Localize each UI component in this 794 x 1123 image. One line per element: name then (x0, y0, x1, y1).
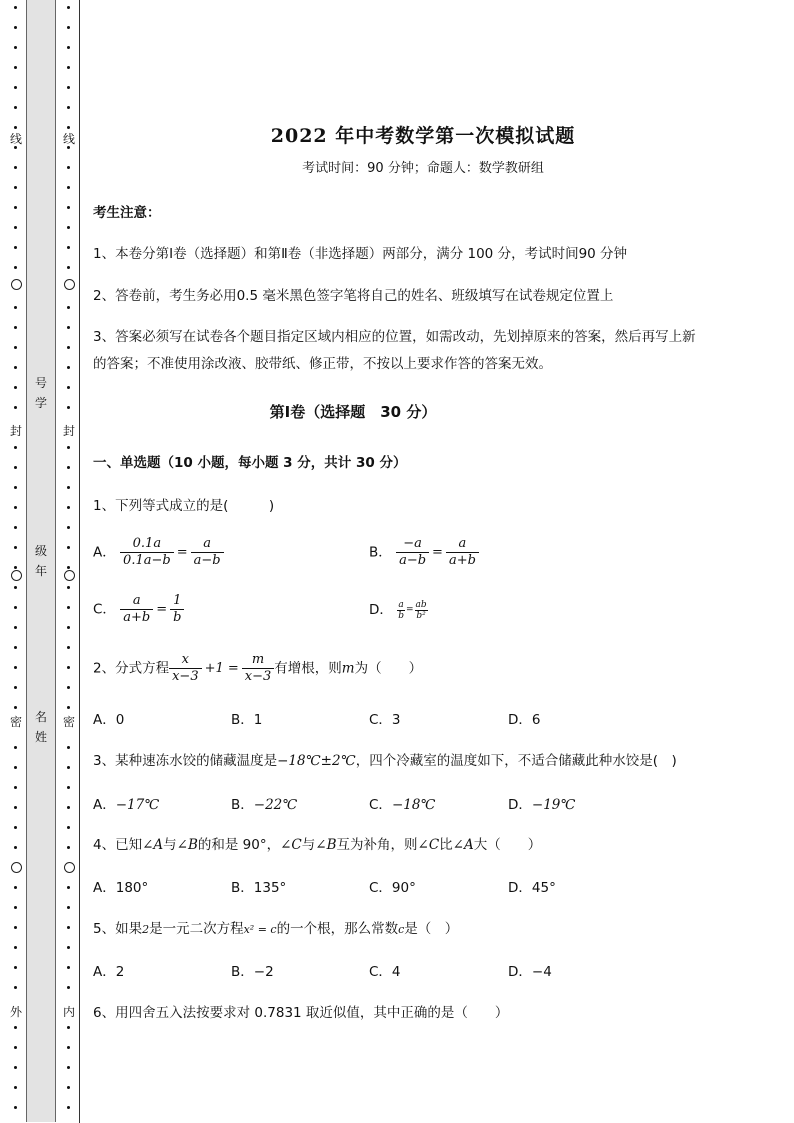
binding-dot (67, 606, 70, 609)
q4-stem-part: 比 (439, 837, 453, 853)
notice-item-3-line-2: 的答案；不准使用涂改液、胶带纸、修正带，不按以上要求作答的答案无效。 (93, 356, 552, 372)
q4-stem-part: 与 (163, 837, 177, 853)
binding-dot (14, 766, 17, 769)
binding-dot (14, 146, 17, 149)
q1-option-b[interactable] (369, 536, 479, 569)
equals-sign: = (176, 545, 188, 560)
q2-option-c[interactable]: C．3 (369, 712, 401, 728)
numerator: a (120, 593, 153, 610)
q4-option-b[interactable]: B．135° (231, 880, 287, 896)
q5-option-c[interactable]: C．4 (369, 964, 401, 980)
inner-circle-2 (64, 570, 75, 581)
binding-dot (14, 746, 17, 749)
binding-dot (67, 706, 70, 709)
outer-char-feng: 封 (9, 424, 22, 438)
numerator: 1 (170, 593, 184, 610)
denominator: a−b (193, 553, 221, 568)
binding-dot (14, 606, 17, 609)
binding-dot (67, 786, 70, 789)
q5-option-d[interactable]: D．−4 (508, 964, 552, 980)
q1-b-fraction-left (396, 536, 429, 569)
binding-dot (67, 66, 70, 69)
inner-char-feng: 封 (62, 424, 75, 438)
q3-temperature: −18℃±2℃ (277, 753, 356, 769)
numerator: m (242, 652, 275, 669)
binding-dot (14, 666, 17, 669)
binding-dot (67, 106, 70, 109)
equals-sign: = (156, 602, 168, 617)
binding-dot (14, 106, 17, 109)
binding-dot (67, 646, 70, 649)
binding-dot (67, 986, 70, 989)
binding-dot (14, 686, 17, 689)
q1-option-a-label: A． (93, 544, 116, 561)
label-ji: 级 (34, 544, 47, 558)
q2-option-d[interactable]: D．6 (508, 712, 541, 728)
q5-root: 2 (142, 923, 150, 936)
binding-dot (14, 1026, 17, 1029)
q1-option-b-label: B． (369, 544, 392, 561)
binding-dot (67, 466, 70, 469)
numerator: −a (396, 536, 429, 553)
label-ming: 名 (34, 710, 47, 724)
binding-dot (14, 1046, 17, 1049)
q1-c-fraction-left (120, 593, 153, 626)
binding-dot (67, 1026, 70, 1029)
q5-stem (93, 917, 458, 937)
q1-d-fraction-right (415, 600, 428, 621)
binding-dot (67, 1046, 70, 1049)
binding-dot (14, 886, 17, 889)
denominator: 0.1a−b (123, 553, 171, 568)
q2-option-b[interactable]: B．1 (231, 712, 263, 728)
q4-stem-part: 与 (301, 837, 316, 853)
outer-char-mi: 密 (9, 715, 22, 729)
binding-dot (14, 706, 17, 709)
binding-dot (67, 266, 70, 269)
binding-dot (67, 346, 70, 349)
angle-c: ∠C (280, 837, 302, 853)
binding-dot (67, 206, 70, 209)
binding-dot (67, 46, 70, 49)
numerator: a (398, 599, 404, 610)
numerator: a (446, 536, 479, 553)
denominator: a−b (399, 553, 427, 568)
denominator: b (173, 610, 182, 625)
q3-option-a[interactable] (93, 793, 159, 813)
binding-dot (67, 686, 70, 689)
binding-dot (14, 806, 17, 809)
plus-one-equals: +1 = (204, 661, 239, 676)
q5-option-b[interactable]: B．−2 (231, 964, 274, 980)
q2-variable: m (341, 660, 355, 677)
binding-dot (67, 1086, 70, 1089)
binding-dot (14, 406, 17, 409)
binding-dot (14, 486, 17, 489)
q2-fraction-left (169, 652, 202, 685)
inner-char-nei: 内 (62, 1005, 75, 1019)
q2-stem-part: 有增根，则 (274, 660, 342, 677)
inner-dot-column (64, 0, 74, 1123)
notice-heading: 考生注意： (93, 205, 161, 221)
option-value: −19℃ (531, 797, 576, 813)
binding-dot (14, 266, 17, 269)
binding-dot (67, 86, 70, 89)
binding-dot (14, 446, 17, 449)
denominator: a+b (448, 553, 476, 568)
binding-dot (14, 466, 17, 469)
binding-dot (14, 946, 17, 949)
q2-stem-part: 为（ ） (354, 660, 423, 677)
equals-sign: = (432, 545, 443, 560)
binding-dot (14, 506, 17, 509)
binding-dot (67, 926, 70, 929)
binding-dot (14, 186, 17, 189)
angle-b: ∠B (176, 837, 198, 853)
page-subtitle: 考试时间：90 分钟；命题人：数学教研组 (302, 161, 544, 176)
inner-char-mi: 密 (62, 715, 75, 729)
inner-circle-3 (64, 862, 75, 873)
binding-dot (14, 546, 17, 549)
notice-item-1: 1、本卷分第Ⅰ卷（选择题）和第Ⅱ卷（非选择题）两部分，满分 100 分，考试时间90 分钟 (93, 246, 628, 262)
q3-stem (93, 749, 677, 769)
inner-circle-1 (64, 279, 75, 290)
binding-dot (67, 966, 70, 969)
q4-option-c[interactable]: C．90° (369, 880, 416, 896)
numerator: a (191, 536, 224, 553)
q5-stem-part: 的一个根，那么常数 (276, 921, 399, 937)
binding-dot (14, 586, 17, 589)
binding-dot (14, 1086, 17, 1089)
binding-dot (14, 646, 17, 649)
q5-option-a[interactable]: A．2 (93, 964, 125, 980)
binding-dot (14, 786, 17, 789)
outer-dot-column (11, 0, 21, 1123)
binding-dot (67, 586, 70, 589)
q4-stem-part: 大（ ） (473, 837, 542, 853)
q1-option-a[interactable] (93, 536, 224, 569)
binding-dot (14, 986, 17, 989)
inner-char-xian: 线 (62, 132, 75, 146)
binding-dot (67, 306, 70, 309)
outer-circle-1 (11, 279, 22, 290)
binding-dot (67, 526, 70, 529)
binding-dot (14, 166, 17, 169)
binding-dot (67, 226, 70, 229)
option-label: C． (369, 797, 392, 813)
binding-dot (67, 366, 70, 369)
binding-dot (67, 326, 70, 329)
binding-dot (67, 6, 70, 9)
binding-dot (67, 386, 70, 389)
q4-stem-part: 的和是 90°， (197, 837, 281, 853)
binding-dot (67, 846, 70, 849)
q1-a-fraction-left (120, 536, 174, 569)
q5-stem-part: 是一元二次方程 (149, 921, 244, 937)
binding-dot (67, 506, 70, 509)
q4-stem (93, 833, 541, 853)
binding-dot (14, 846, 17, 849)
section-title: 第Ⅰ卷（选择题 30 分） (269, 403, 437, 421)
option-label: A． (93, 797, 116, 813)
binding-dot (14, 366, 17, 369)
binding-dot (14, 926, 17, 929)
q1-option-d-label: D． (369, 602, 393, 618)
binding-dot (14, 826, 17, 829)
part-heading: 一、单选题（10 小题，每小题 3 分，共计 30 分） (93, 455, 407, 471)
page-title: 2022 年中考数学第一次模拟试题 (270, 125, 576, 147)
binding-dot (14, 306, 17, 309)
binding-dot (67, 126, 70, 129)
binding-dot (67, 946, 70, 949)
binding-border-line (79, 0, 80, 1123)
outer-circle-2 (11, 570, 22, 581)
binding-dot (14, 1106, 17, 1109)
q1-stem: 1、下列等式成立的是( ) (93, 498, 275, 514)
q3-option-b[interactable] (231, 793, 297, 813)
binding-dot (14, 26, 17, 29)
binding-dot (67, 906, 70, 909)
binding-dot (67, 746, 70, 749)
q2-stem (93, 652, 422, 685)
binding-dot (14, 626, 17, 629)
q2-option-a[interactable]: A．0 (93, 712, 125, 728)
q3-option-d[interactable] (508, 793, 576, 813)
binding-dot (14, 6, 17, 9)
label-xue: 学 (34, 396, 47, 410)
binding-dot (67, 1106, 70, 1109)
binding-dot (67, 826, 70, 829)
binding-dot (14, 246, 17, 249)
notice-item-2: 2、答卷前，考生务必用0.5 毫米黑色签字笔将自己的姓名、班级填写在试卷规定位置上 (93, 288, 614, 304)
q1-option-c-label: C． (93, 601, 116, 618)
binding-dot (67, 886, 70, 889)
q1-d-fraction-left (397, 600, 405, 621)
angle-b: ∠B (315, 837, 337, 853)
q5-constant: c (398, 923, 405, 936)
numerator: ab (415, 599, 427, 610)
numerator: 0.1a (120, 536, 174, 553)
angle-a: ∠A (452, 837, 474, 853)
outer-char-wai: 外 (9, 1005, 22, 1019)
q6-stem: 6、用四舍五入法按要求对 0.7831 取近似值，其中正确的是（ ） (93, 1005, 509, 1021)
binding-dot (14, 566, 17, 569)
binding-dot (14, 386, 17, 389)
q1-c-fraction-right (170, 593, 184, 626)
numerator: x (169, 652, 202, 669)
binding-dot (14, 966, 17, 969)
q4-stem-part: 4、已知 (93, 837, 143, 853)
binding-dot (14, 126, 17, 129)
q1-b-fraction-right (446, 536, 479, 569)
equals-sign: = (405, 605, 414, 615)
q4-stem-part: 互为补角，则 (336, 837, 418, 853)
binding-dot (67, 486, 70, 489)
label-xing: 姓 (34, 730, 47, 744)
binding-dot (14, 1066, 17, 1069)
outer-circle-3 (11, 862, 22, 873)
binding-dot (67, 26, 70, 29)
q1-option-c[interactable] (93, 593, 184, 626)
binding-dot (14, 526, 17, 529)
option-label: D． (508, 797, 532, 813)
q4-option-a[interactable]: A．180° (93, 880, 149, 896)
binding-dot (14, 326, 17, 329)
binding-dot (67, 806, 70, 809)
q5-stem-part: 5、如果 (93, 921, 143, 937)
binding-dot (67, 566, 70, 569)
binding-dot (67, 446, 70, 449)
denominator: b (398, 610, 404, 621)
label-hao: 号 (34, 376, 47, 390)
binding-dot (67, 406, 70, 409)
option-value: −17℃ (115, 797, 160, 813)
q3-stem-part: 3、某种速冻水饺的储藏温度是 (93, 753, 278, 769)
q4-option-d[interactable]: D．45° (508, 880, 556, 896)
q1-a-fraction-right (191, 536, 224, 569)
q3-option-c[interactable] (369, 793, 436, 813)
binding-dot (67, 626, 70, 629)
angle-c: ∠C (417, 837, 440, 853)
label-nian: 年 (34, 564, 47, 578)
binding-dot (14, 46, 17, 49)
q2-fraction-right (242, 652, 275, 685)
q3-stem-part: ，四个冷藏室的温度如下，不适合储藏此种水饺是( ) (355, 753, 677, 769)
binding-dot (67, 546, 70, 549)
binding-dot (67, 666, 70, 669)
binding-dot (14, 66, 17, 69)
q2-stem-part: 2、分式方程 (93, 660, 170, 677)
notice-item-3-line-1: 3、答案必须写在试卷各个题目指定区域内相应的位置，如需改动，先划掉原来的答案，然后再写上新 (93, 329, 696, 345)
denominator: a+b (123, 610, 151, 625)
angle-a: ∠A (142, 837, 164, 853)
binding-gray-band (26, 0, 56, 1122)
option-value: −18℃ (391, 797, 436, 813)
denominator: x−3 (244, 669, 272, 684)
binding-dot (67, 246, 70, 249)
binding-dot (67, 766, 70, 769)
binding-dot (67, 146, 70, 149)
binding-dot (67, 186, 70, 189)
binding-dot (14, 906, 17, 909)
binding-dot (67, 166, 70, 169)
binding-dot (14, 86, 17, 89)
q5-stem-part: 是（ ） (404, 921, 459, 937)
q1-option-d[interactable] (369, 598, 428, 621)
binding-dot (14, 346, 17, 349)
option-label: B． (231, 797, 254, 813)
denominator: x−3 (172, 669, 199, 684)
binding-dot (67, 1066, 70, 1069)
binding-dot (14, 206, 17, 209)
binding-dot (14, 226, 17, 229)
outer-char-xian: 线 (9, 132, 22, 146)
denominator: b² (416, 610, 426, 621)
q5-equation: x² = c (243, 923, 277, 936)
option-value: −22℃ (253, 797, 298, 813)
